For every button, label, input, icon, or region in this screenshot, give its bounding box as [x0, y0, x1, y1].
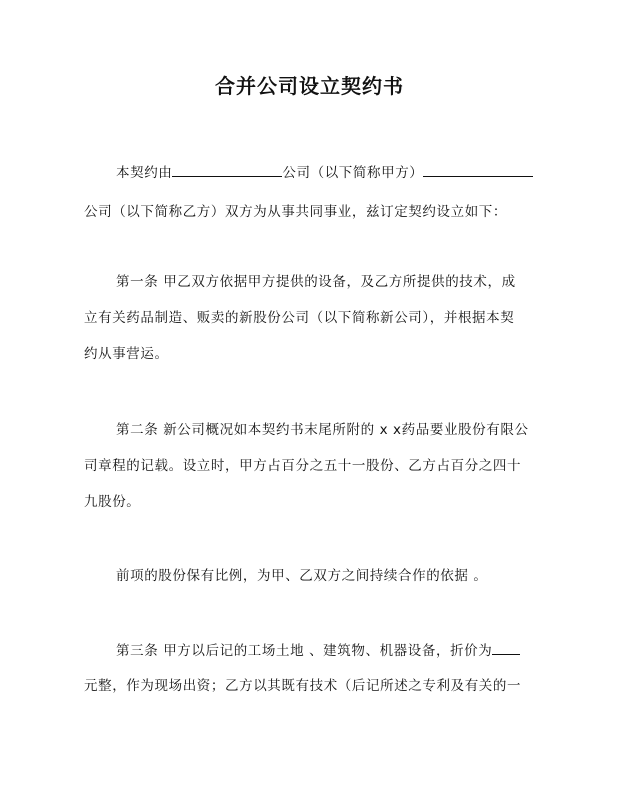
intro-text-a: 本契约由	[116, 165, 173, 181]
blank-party-a-name	[172, 162, 282, 177]
article2-line-3: 九股份。	[84, 494, 141, 510]
intro-line-1	[116, 162, 533, 183]
article3-line-2: 元整，作为现场出资；乙方以其既有技术（后记所述之专利及有关的一	[84, 678, 522, 694]
document-title: 合并公司设立契约书	[215, 74, 404, 98]
article1-line-1: 第一条 甲乙双方依据甲方提供的设备，及乙方所提供的技术，成	[116, 274, 516, 290]
article3-line-1	[116, 640, 520, 661]
article3-text-a: 第三条 甲方以后记的工场土地 、建筑物、机器设备，折价为	[116, 643, 493, 659]
blank-amount	[492, 640, 520, 655]
article1-line-2: 立有关药品制造、贩卖的新股份公司（以下简称新公司），并根据本契	[84, 310, 515, 326]
article2-line-1: 第二条 新公司概况如本契约书末尾所附的 x x药品要业股份有限公	[116, 422, 529, 438]
article1-line-3: 约从事营运。	[84, 346, 169, 362]
article2-line-2: 司章程的记载。设立时，甲方占百分之五十一股份、乙方占百分之四十	[84, 458, 522, 474]
intro-line-2: 公司（以下简称乙方）双方为从事共同事业，兹订定契约设立如下：	[84, 204, 507, 220]
ratio-paragraph: 前项的股份保有比例，为甲、乙双方之间持续合作的依据 。	[116, 568, 488, 584]
blank-party-b-name	[423, 162, 533, 177]
intro-text-b: 公司（以下简称甲方）	[282, 165, 424, 181]
